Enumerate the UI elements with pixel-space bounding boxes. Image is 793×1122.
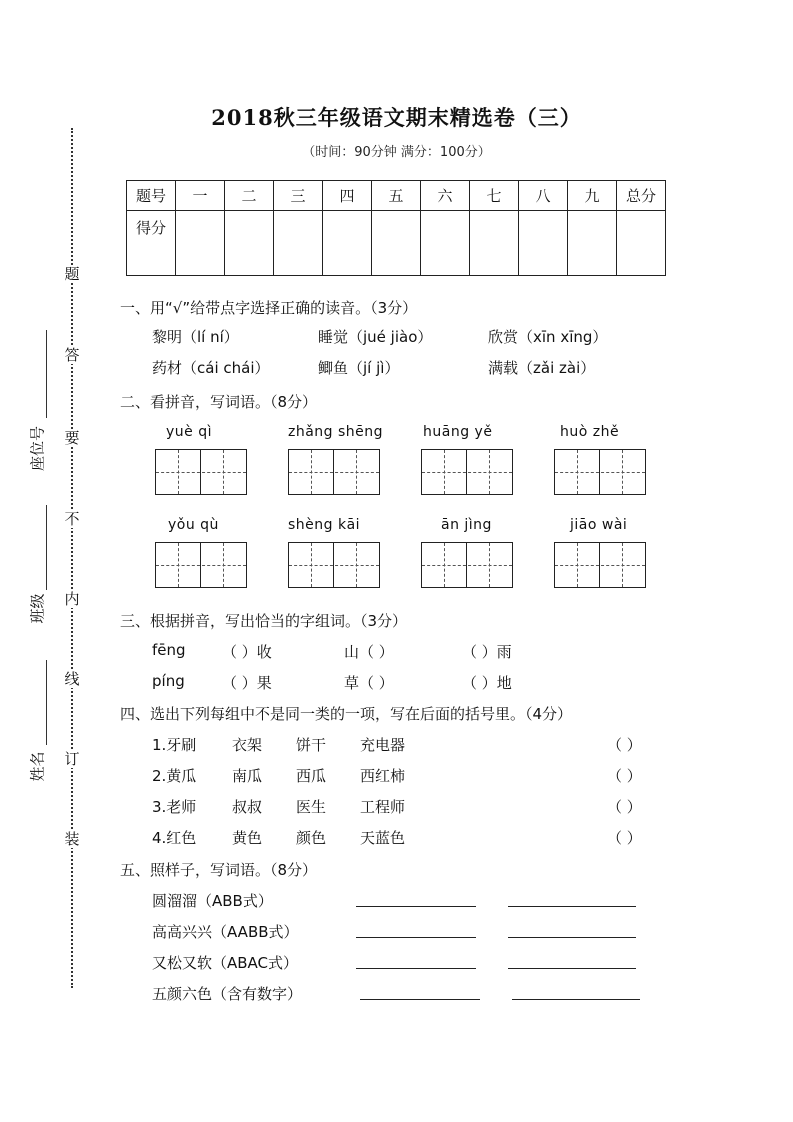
section-3-blank[interactable]: （ ）收: [222, 643, 272, 661]
section-5-example: 五颜六色（含有数字）: [152, 985, 303, 1003]
section-3-blank[interactable]: （ ）果: [222, 674, 272, 692]
section-4-word: 西瓜: [296, 767, 327, 785]
answer-line[interactable]: [356, 968, 476, 969]
pinyin-label: huāng yě: [423, 424, 493, 440]
exam-info: （时间：90分钟 满分：100分）: [302, 145, 491, 160]
section-3-blank[interactable]: （ ）雨: [462, 643, 512, 661]
section-1-item: 欣赏（xīn xīng）: [488, 328, 608, 346]
score-cell-header: 题号: [127, 181, 176, 211]
score-cell-header: 二: [225, 181, 274, 211]
section-5-title: 五、照样子，写词语。（8分）: [120, 861, 318, 879]
binding-char: 不: [62, 510, 82, 528]
answer-line[interactable]: [508, 906, 636, 907]
score-cell[interactable]: [225, 211, 274, 276]
score-table-score-row: [127, 211, 666, 276]
page-title: 2018秋三年级语文期末精选卷（三）: [211, 105, 582, 130]
score-table: [126, 180, 666, 276]
section-4-word: 4.红色: [152, 829, 197, 847]
section-4-title: 四、选出下列每组中不是同一类的一项，写在后面的括号里。（4分）: [120, 705, 573, 723]
section-4-word: 饼干: [296, 736, 327, 754]
answer-line[interactable]: [512, 999, 640, 1000]
answer-line[interactable]: [508, 937, 636, 938]
section-4-word: 颜色: [296, 829, 327, 847]
section-5-example: 又松又软（ABAC式）: [152, 954, 299, 972]
writing-grid[interactable]: [155, 449, 247, 495]
writing-grid[interactable]: [288, 542, 380, 588]
section-1-item: 鲫鱼（jí jì）: [318, 359, 400, 377]
binding-char: 内: [62, 590, 82, 608]
score-cell-header: 七: [470, 181, 519, 211]
answer-bracket[interactable]: （ ）: [607, 829, 642, 847]
score-cell-header: 四: [323, 181, 372, 211]
section-1-item: 满载（zǎi zài）: [488, 359, 596, 377]
section-5-example: 高高兴兴（AABB式）: [152, 923, 299, 941]
binding-char: 装: [62, 830, 82, 848]
score-cell-header: 五: [372, 181, 421, 211]
answer-line[interactable]: [356, 937, 476, 938]
score-cell[interactable]: [421, 211, 470, 276]
score-cell[interactable]: [323, 211, 372, 276]
score-table-header-row: [127, 181, 666, 211]
score-cell-header: 总分: [617, 181, 666, 211]
section-1-item: 药材（cái chái）: [152, 359, 270, 377]
binding-char: 订: [62, 750, 82, 768]
binding-char: 线: [62, 670, 82, 688]
pinyin-label: zhǎng shēng: [288, 424, 384, 440]
writing-grid[interactable]: [421, 449, 513, 495]
section-4-word: 衣架: [232, 736, 263, 754]
section-4-word: 天蓝色: [360, 829, 406, 847]
pinyin-label: jiāo wài: [570, 517, 628, 533]
pinyin-label: ān jìng: [441, 517, 492, 533]
section-5-example: 圆溜溜（ABB式）: [152, 892, 273, 910]
answer-line[interactable]: [360, 999, 480, 1000]
class-blank[interactable]: [46, 505, 47, 590]
section-4-word: 黄色: [232, 829, 263, 847]
pinyin-label: shèng kāi: [288, 517, 361, 533]
score-cell-header: 六: [421, 181, 470, 211]
section-4-word: 医生: [296, 798, 327, 816]
seat-number-blank[interactable]: [46, 330, 47, 418]
binding-dotted-line: [71, 128, 73, 988]
name-blank[interactable]: [46, 660, 47, 745]
score-cell-header: 一: [176, 181, 225, 211]
class-label: 班级: [28, 593, 47, 624]
score-cell-header: 八: [519, 181, 568, 211]
score-cell[interactable]: [617, 211, 666, 276]
writing-grid[interactable]: [155, 542, 247, 588]
section-3-blank[interactable]: 草（ ）: [344, 674, 394, 692]
binding-char: 题: [62, 265, 82, 283]
score-cell[interactable]: [372, 211, 421, 276]
answer-bracket[interactable]: （ ）: [607, 736, 642, 754]
writing-grid[interactable]: [554, 449, 646, 495]
section-3-title: 三、根据拼音，写出恰当的字组词。（3分）: [120, 612, 408, 630]
score-cell[interactable]: [274, 211, 323, 276]
score-cell[interactable]: [519, 211, 568, 276]
section-4-word: 3.老师: [152, 798, 197, 816]
section-4-word: 西红柿: [360, 767, 406, 785]
answer-line[interactable]: [508, 968, 636, 969]
name-label: 姓名: [28, 751, 47, 782]
section-4-word: 南瓜: [232, 767, 263, 785]
answer-line[interactable]: [356, 906, 476, 907]
score-row-label: 得分: [127, 211, 176, 276]
binding-char: 要: [62, 429, 82, 447]
writing-grid[interactable]: [421, 542, 513, 588]
binding-char: 答: [62, 346, 82, 364]
pinyin-label: huò zhě: [560, 424, 620, 440]
answer-bracket[interactable]: （ ）: [607, 798, 642, 816]
section-4-word: 2.黄瓜: [152, 767, 197, 785]
section-2-title: 二、看拼音，写词语。（8分）: [120, 393, 318, 411]
section-4-word: 叔叔: [232, 798, 263, 816]
section-3-blank[interactable]: （ ）地: [462, 674, 512, 692]
section-3-pinyin: fēng: [152, 641, 186, 659]
writing-grid[interactable]: [288, 449, 380, 495]
section-4-word: 1.牙刷: [152, 736, 197, 754]
section-4-word: 工程师: [360, 798, 406, 816]
seat-number-label: 座位号: [28, 426, 47, 472]
score-cell[interactable]: [568, 211, 617, 276]
section-1-item: 黎明（lí ní）: [152, 328, 239, 346]
score-cell-header: 三: [274, 181, 323, 211]
writing-grid[interactable]: [554, 542, 646, 588]
section-4-word: 充电器: [360, 736, 406, 754]
section-3-pinyin: píng: [152, 672, 185, 690]
score-cell[interactable]: [470, 211, 519, 276]
answer-bracket[interactable]: （ ）: [607, 767, 642, 785]
section-1-title: 一、用“√”给带点字选择正确的读音。（3分）: [120, 299, 418, 317]
section-3-blank[interactable]: 山（ ）: [344, 643, 394, 661]
section-1-item: 睡觉（jué jiào）: [318, 328, 433, 346]
score-cell-header: 九: [568, 181, 617, 211]
score-cell[interactable]: [176, 211, 225, 276]
pinyin-label: yuè qì: [166, 424, 212, 440]
pinyin-label: yǒu qù: [168, 517, 219, 533]
